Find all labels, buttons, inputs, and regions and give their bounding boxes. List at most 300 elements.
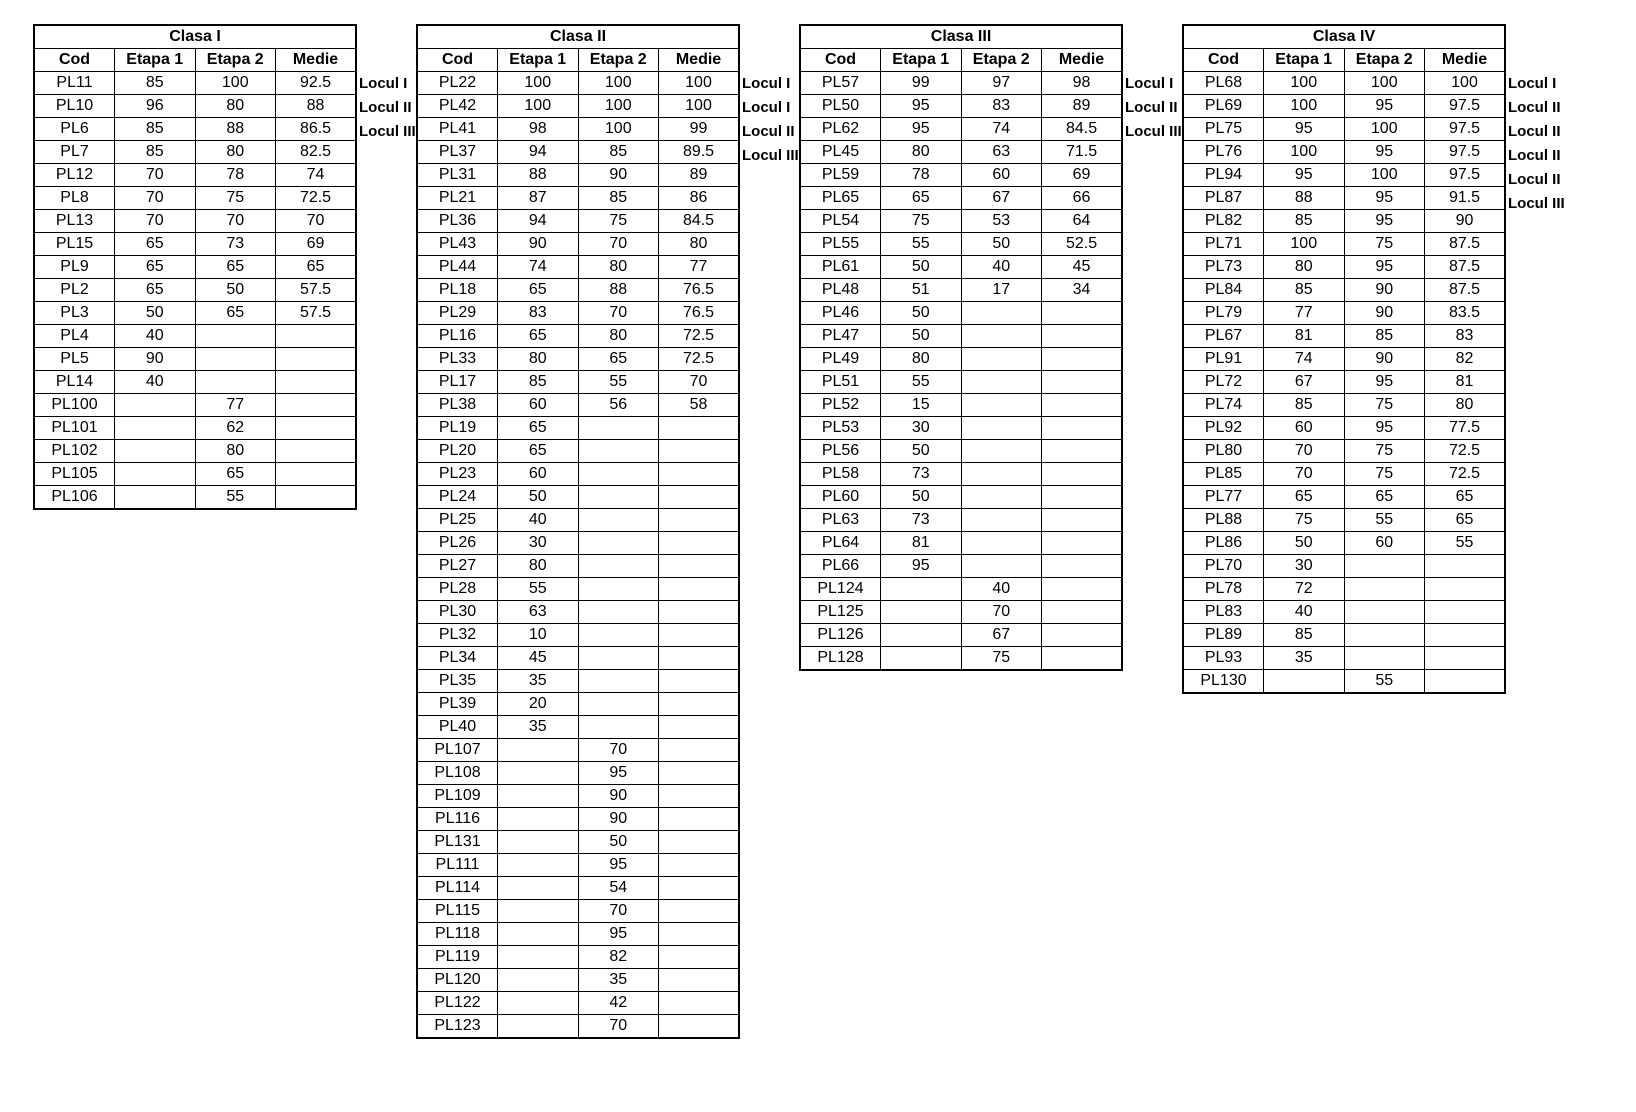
table-cell: 90	[1425, 210, 1506, 233]
table-cell: PL77	[1183, 486, 1264, 509]
table-cell	[1042, 509, 1123, 532]
table-row	[34, 256, 356, 279]
table-cell: 85	[115, 118, 196, 141]
table-cell: 88	[578, 279, 659, 302]
table-cell: PL126	[800, 624, 881, 647]
column-header: Etapa 1	[115, 49, 196, 72]
table-cell: 73	[881, 509, 962, 532]
table-cell: PL120	[417, 969, 498, 992]
table-cell	[195, 325, 276, 348]
table-cell: PL111	[417, 854, 498, 877]
table-cell: 74	[276, 164, 357, 187]
table-cell	[961, 302, 1042, 325]
table-row	[417, 854, 739, 877]
table-row	[1183, 164, 1505, 187]
table-row	[1183, 555, 1505, 578]
table-row	[1183, 509, 1505, 532]
table-cell: 100	[1344, 72, 1425, 95]
table-cell: 87	[498, 187, 579, 210]
table-cell	[578, 509, 659, 532]
table-cell	[1042, 325, 1123, 348]
table-cell	[1344, 647, 1425, 670]
table-cell: PL122	[417, 992, 498, 1015]
table-cell: 72.5	[1425, 463, 1506, 486]
table-cell: PL26	[417, 532, 498, 555]
table-cell: PL14	[34, 371, 115, 394]
table-cell: 80	[1425, 394, 1506, 417]
table-row	[417, 555, 739, 578]
table-title: Clasa IV	[1183, 25, 1505, 49]
table-cell: 100	[195, 72, 276, 95]
table-cell: 74	[1264, 348, 1345, 371]
table-cell: PL130	[1183, 670, 1264, 694]
table-cell: PL32	[417, 624, 498, 647]
table-cell	[1344, 601, 1425, 624]
table-cell: 69	[1042, 164, 1123, 187]
table-cell	[961, 394, 1042, 417]
table-cell	[961, 555, 1042, 578]
table-row	[1183, 187, 1505, 210]
table-cell	[659, 578, 740, 601]
table-row	[800, 72, 1122, 95]
table-cell: PL125	[800, 601, 881, 624]
table-cell: 72.5	[276, 187, 357, 210]
table-cell: 100	[659, 72, 740, 95]
table-row	[1183, 210, 1505, 233]
table-cell: PL118	[417, 923, 498, 946]
table-row	[1183, 601, 1505, 624]
table-cell: PL8	[34, 187, 115, 210]
table-cell	[961, 509, 1042, 532]
table-title-row	[1183, 25, 1505, 49]
table-cell: 40	[115, 371, 196, 394]
clasa-iv-block	[1182, 24, 1565, 694]
table-cell: 35	[498, 670, 579, 693]
table-cell: PL123	[417, 1015, 498, 1039]
table-cell: PL67	[1183, 325, 1264, 348]
table-cell: 85	[115, 72, 196, 95]
table-cell: PL61	[800, 256, 881, 279]
table-cell: 94	[498, 141, 579, 164]
table-cell: 65	[498, 440, 579, 463]
table-row	[800, 233, 1122, 256]
table-cell: PL53	[800, 417, 881, 440]
table-row	[417, 693, 739, 716]
table-cell	[659, 601, 740, 624]
table-cell	[1042, 302, 1123, 325]
table-cell: PL115	[417, 900, 498, 923]
table-cell: 50	[115, 302, 196, 325]
table-cell: 67	[1264, 371, 1345, 394]
table-cell: 76.5	[659, 302, 740, 325]
table-cell	[961, 532, 1042, 555]
table-cell: 95	[881, 555, 962, 578]
table-row	[800, 210, 1122, 233]
table-row	[1183, 624, 1505, 647]
table-cell: 88	[195, 118, 276, 141]
table-row	[34, 394, 356, 417]
table-row	[417, 486, 739, 509]
table-row	[34, 164, 356, 187]
table-cell	[659, 969, 740, 992]
table-cell: 97.5	[1425, 95, 1506, 118]
column-header: Cod	[800, 49, 881, 72]
table-row	[417, 969, 739, 992]
table-cell	[276, 371, 357, 394]
results-table	[33, 24, 357, 510]
table-cell: PL78	[1183, 578, 1264, 601]
table-cell	[659, 808, 740, 831]
table-cell: PL92	[1183, 417, 1264, 440]
table-cell: 78	[195, 164, 276, 187]
table-row	[1183, 141, 1505, 164]
table-cell	[578, 578, 659, 601]
table-row	[1183, 578, 1505, 601]
table-cell: 95	[881, 95, 962, 118]
table-cell: 88	[276, 95, 357, 118]
table-row	[417, 463, 739, 486]
table-cell	[276, 394, 357, 417]
table-cell: PL15	[34, 233, 115, 256]
table-cell: PL119	[417, 946, 498, 969]
column-header: Medie	[659, 49, 740, 72]
rank-labels	[359, 72, 416, 144]
table-cell: 85	[578, 141, 659, 164]
table-cell: 55	[195, 486, 276, 510]
table-cell: PL19	[417, 417, 498, 440]
table-cell	[1264, 670, 1345, 694]
rank-labels	[1508, 72, 1565, 216]
table-cell: PL16	[417, 325, 498, 348]
table-cell: PL43	[417, 233, 498, 256]
results-table	[799, 24, 1123, 671]
table-row	[800, 624, 1122, 647]
table-cell: PL18	[417, 279, 498, 302]
table-cell: PL47	[800, 325, 881, 348]
table-row	[800, 279, 1122, 302]
table-cell: 84.5	[1042, 118, 1123, 141]
table-cell: PL106	[34, 486, 115, 510]
table-cell: 54	[578, 877, 659, 900]
table-cell: 65	[195, 302, 276, 325]
table-cell: PL82	[1183, 210, 1264, 233]
table-cell: PL23	[417, 463, 498, 486]
table-cell: 90	[578, 808, 659, 831]
table-cell: 65	[195, 463, 276, 486]
table-cell: 63	[961, 141, 1042, 164]
table-cell: 70	[578, 739, 659, 762]
table-row	[417, 164, 739, 187]
rank-labels	[742, 72, 799, 168]
table-cell: 57.5	[276, 279, 357, 302]
table-cell: 65	[1425, 486, 1506, 509]
table-cell: 65	[498, 417, 579, 440]
table-cell: 15	[881, 394, 962, 417]
table-row	[34, 95, 356, 118]
table-cell: 65	[195, 256, 276, 279]
table-cell: PL35	[417, 670, 498, 693]
table-cell: 70	[115, 164, 196, 187]
table-row	[1183, 72, 1505, 95]
table-cell	[578, 555, 659, 578]
table-row	[1183, 486, 1505, 509]
table-cell	[961, 348, 1042, 371]
table-row	[800, 118, 1122, 141]
table-cell: 100	[578, 95, 659, 118]
table-cell: 65	[1425, 509, 1506, 532]
rank-label: Locul II	[1508, 123, 1561, 140]
rank-label: Locul I	[1508, 75, 1557, 92]
table-row	[34, 486, 356, 510]
table-cell	[659, 670, 740, 693]
table-row	[1183, 256, 1505, 279]
table-cell: 70	[276, 210, 357, 233]
table-cell: PL29	[417, 302, 498, 325]
table-cell	[1344, 555, 1425, 578]
table-cell	[961, 325, 1042, 348]
table-row	[34, 440, 356, 463]
table-cell	[115, 486, 196, 510]
table-cell: 30	[881, 417, 962, 440]
table-row	[417, 118, 739, 141]
table-cell: PL52	[800, 394, 881, 417]
table-row	[417, 762, 739, 785]
table-row	[417, 210, 739, 233]
table-cell	[195, 348, 276, 371]
table-cell: PL38	[417, 394, 498, 417]
rank-label: Locul II	[1508, 147, 1561, 164]
table-cell	[961, 486, 1042, 509]
table-cell: 87.5	[1425, 279, 1506, 302]
rank-label: Locul III	[742, 147, 799, 164]
table-header-row	[417, 49, 739, 72]
table-cell	[659, 946, 740, 969]
table-cell: 80	[578, 256, 659, 279]
column-header: Etapa 1	[881, 49, 962, 72]
table-cell: PL36	[417, 210, 498, 233]
table-cell: PL33	[417, 348, 498, 371]
table-cell	[578, 670, 659, 693]
table-cell: 75	[1344, 233, 1425, 256]
table-cell: PL101	[34, 417, 115, 440]
table-cell: PL62	[800, 118, 881, 141]
table-cell	[659, 624, 740, 647]
table-row	[417, 992, 739, 1015]
table-cell	[498, 992, 579, 1015]
table-cell	[578, 463, 659, 486]
table-row	[800, 325, 1122, 348]
table-cell: PL116	[417, 808, 498, 831]
table-row	[417, 647, 739, 670]
table-title-row	[417, 25, 739, 49]
table-cell	[276, 486, 357, 510]
table-cell: 64	[1042, 210, 1123, 233]
table-cell	[498, 739, 579, 762]
table-cell: 75	[1344, 394, 1425, 417]
column-header: Etapa 2	[1344, 49, 1425, 72]
table-header-row	[800, 49, 1122, 72]
table-cell: PL7	[34, 141, 115, 164]
table-cell: 50	[881, 486, 962, 509]
table-cell: 98	[498, 118, 579, 141]
table-cell: 66	[1042, 187, 1123, 210]
table-cell	[498, 808, 579, 831]
table-cell: PL31	[417, 164, 498, 187]
table-cell: 60	[498, 394, 579, 417]
table-title-row	[800, 25, 1122, 49]
table-cell: 70	[195, 210, 276, 233]
table-cell: 75	[1344, 463, 1425, 486]
table-cell: 65	[115, 279, 196, 302]
table-cell	[276, 417, 357, 440]
table-title: Clasa I	[34, 25, 356, 49]
table-cell: 65	[115, 256, 196, 279]
table-cell: 95	[578, 854, 659, 877]
table-cell: 88	[498, 164, 579, 187]
table-cell: 75	[195, 187, 276, 210]
table-cell: 86	[659, 187, 740, 210]
table-row	[800, 647, 1122, 671]
table-cell: 77	[659, 256, 740, 279]
table-cell: PL108	[417, 762, 498, 785]
table-cell: 65	[881, 187, 962, 210]
table-row	[34, 302, 356, 325]
table-cell: PL73	[1183, 256, 1264, 279]
table-row	[34, 417, 356, 440]
table-cell: PL71	[1183, 233, 1264, 256]
table-row	[800, 601, 1122, 624]
table-cell: PL17	[417, 371, 498, 394]
table-cell: 42	[578, 992, 659, 1015]
table-cell: PL55	[800, 233, 881, 256]
table-cell: 50	[961, 233, 1042, 256]
table-cell: 80	[195, 141, 276, 164]
table-row	[417, 417, 739, 440]
table-cell: 70	[578, 1015, 659, 1039]
table-cell: 85	[498, 371, 579, 394]
table-title: Clasa III	[800, 25, 1122, 49]
table-cell: PL87	[1183, 187, 1264, 210]
table-cell	[498, 762, 579, 785]
table-cell: PL4	[34, 325, 115, 348]
table-row	[417, 440, 739, 463]
table-cell: 85	[1264, 279, 1345, 302]
table-row	[417, 785, 739, 808]
table-cell: 80	[195, 440, 276, 463]
table-cell: PL37	[417, 141, 498, 164]
table-cell: 35	[578, 969, 659, 992]
table-cell: 76.5	[659, 279, 740, 302]
table-cell: PL58	[800, 463, 881, 486]
table-cell	[961, 463, 1042, 486]
table-cell: PL66	[800, 555, 881, 578]
table-cell: PL41	[417, 118, 498, 141]
table-row	[417, 1015, 739, 1039]
table-cell: PL76	[1183, 141, 1264, 164]
table-row	[417, 95, 739, 118]
table-cell: 40	[961, 578, 1042, 601]
table-cell	[1042, 601, 1123, 624]
table-cell: PL107	[417, 739, 498, 762]
table-cell	[659, 647, 740, 670]
table-cell: 50	[195, 279, 276, 302]
table-cell: PL22	[417, 72, 498, 95]
table-cell: 100	[659, 95, 740, 118]
table-cell: PL42	[417, 95, 498, 118]
column-header: Cod	[34, 49, 115, 72]
table-row	[800, 532, 1122, 555]
table-cell: 70	[1264, 440, 1345, 463]
table-row	[34, 325, 356, 348]
table-cell: 50	[881, 302, 962, 325]
table-cell	[659, 854, 740, 877]
table-cell: 10	[498, 624, 579, 647]
table-row	[800, 141, 1122, 164]
table-cell: PL12	[34, 164, 115, 187]
table-row	[417, 670, 739, 693]
table-row	[34, 118, 356, 141]
table-cell: 65	[578, 348, 659, 371]
table-cell	[659, 693, 740, 716]
rank-labels	[1125, 72, 1182, 144]
table-cell: 69	[276, 233, 357, 256]
table-row	[800, 164, 1122, 187]
table-cell: 100	[498, 72, 579, 95]
table-cell: 75	[578, 210, 659, 233]
table-cell: PL80	[1183, 440, 1264, 463]
table-row	[1183, 95, 1505, 118]
column-header: Cod	[417, 49, 498, 72]
table-cell: 100	[1264, 95, 1345, 118]
table-cell: 80	[881, 141, 962, 164]
table-cell: PL24	[417, 486, 498, 509]
table-cell: 50	[498, 486, 579, 509]
table-cell: 82.5	[276, 141, 357, 164]
table-cell: 83	[961, 95, 1042, 118]
table-row	[417, 141, 739, 164]
table-cell	[115, 417, 196, 440]
table-cell: 95	[1344, 417, 1425, 440]
table-row	[417, 808, 739, 831]
table-cell: PL63	[800, 509, 881, 532]
table-cell	[659, 440, 740, 463]
rank-label: Locul I	[1125, 75, 1174, 92]
table-cell: 70	[115, 187, 196, 210]
table-cell: 95	[1344, 256, 1425, 279]
table-cell	[498, 785, 579, 808]
table-cell: 51	[881, 279, 962, 302]
table-cell	[659, 923, 740, 946]
table-cell: 85	[578, 187, 659, 210]
table-cell	[498, 969, 579, 992]
table-row	[34, 210, 356, 233]
table-cell: 80	[498, 348, 579, 371]
table-cell	[578, 624, 659, 647]
table-row	[1183, 325, 1505, 348]
table-cell	[961, 371, 1042, 394]
table-row	[417, 348, 739, 371]
table-cell: 95	[578, 923, 659, 946]
table-cell	[276, 440, 357, 463]
table-cell	[659, 992, 740, 1015]
table-row	[417, 509, 739, 532]
table-cell: PL75	[1183, 118, 1264, 141]
table-cell: 90	[498, 233, 579, 256]
table-cell	[578, 486, 659, 509]
table-cell: PL21	[417, 187, 498, 210]
table-cell: PL114	[417, 877, 498, 900]
table-row	[800, 256, 1122, 279]
